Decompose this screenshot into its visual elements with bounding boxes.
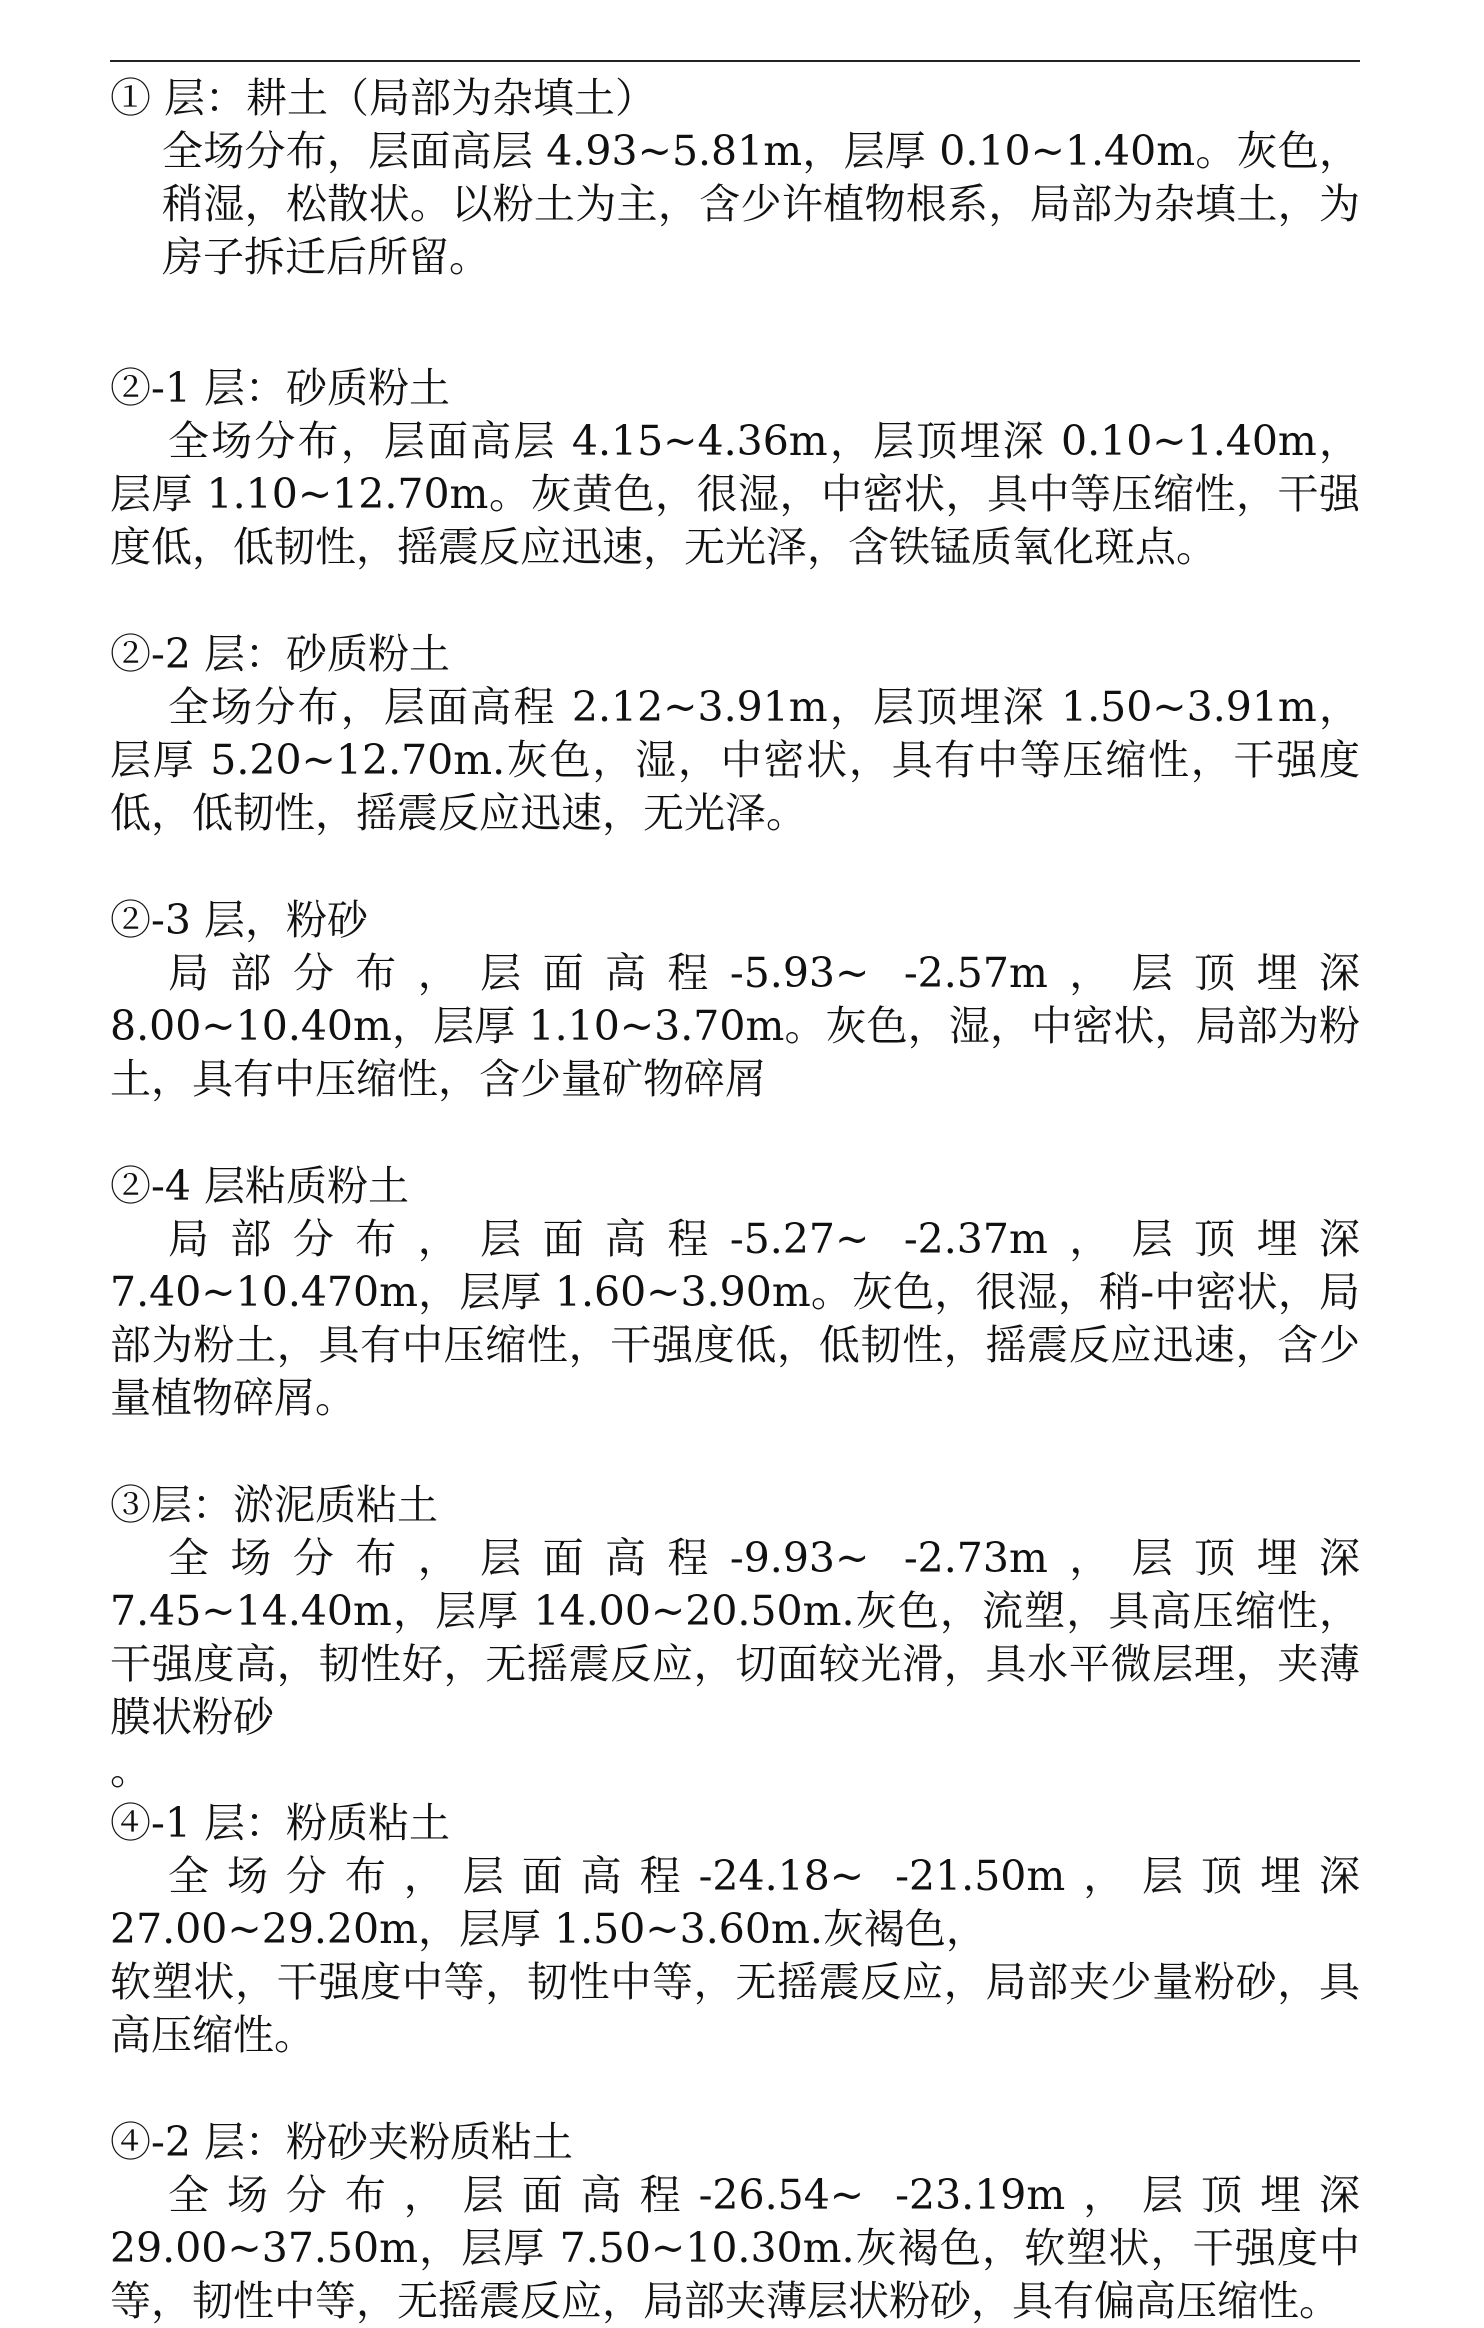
layer-title: ②-4 层粘质粉土 xyxy=(110,1162,409,1210)
layer-title: ① 层：耕土（局部为杂填土） xyxy=(110,74,657,122)
layer-2-1 xyxy=(110,362,1360,574)
layer-description: 全场分布，层面高程-24.18~ -21.50m，层顶埋深 27.00~29.20m，层厚 1.50~3.60m.灰褐色， xyxy=(110,1852,1360,1953)
layer-4-2 xyxy=(110,2116,1360,2328)
layer-title: ④-1 层：粉质粘土 xyxy=(110,1799,450,1847)
layer-title: ②-3 层，粉砂 xyxy=(110,896,368,944)
layer-description-continued: 软塑状，干强度中等，韧性中等，无摇震反应，局部夹少量粉砂，具高压缩性。 xyxy=(110,1958,1360,2059)
layer-description: 局部分布，层面高程-5.93~ -2.57m，层顶埋深 8.00~10.40m，层厚 1.10~3.70m。灰色，湿，中密状，局部为粉土，具有中压缩性，含少量矿物碎屑 xyxy=(110,949,1360,1103)
layer-2-4 xyxy=(110,1160,1360,1425)
layer-description: 全场分布，层面高层 4.15~4.36m，层顶埋深 0.10~1.40m，层厚 1.10~12.70m。灰黄色，很湿，中密状，具中等压缩性，干强度低，低韧性，摇震反应迅速，无光泽，含铁锰质氧化斑点。 xyxy=(110,417,1360,571)
layer-2-3 xyxy=(110,894,1360,1106)
layer-2-2 xyxy=(110,628,1360,840)
layer-1 xyxy=(110,72,1360,284)
header-rule xyxy=(110,60,1360,62)
layer-description: 局部分布，层面高程-5.27~ -2.37m，层顶埋深 7.40~10.470m，层厚 1.60~3.90m。灰色，很湿，稍-中密状，局部为粉土，具有中压缩性，干强度低，低韧性，摇震反应迅速，含少量植物碎屑。 xyxy=(110,1215,1360,1422)
layer-4-1 xyxy=(110,1797,1360,2062)
layer-description-list xyxy=(110,72,1360,2328)
stray-punctuation: 。 xyxy=(110,1746,151,1794)
layer-description: 全场分布，层面高程 2.12~3.91m，层顶埋深 1.50~3.91m，层厚 5.20~12.70m.灰色，湿，中密状，具有中等压缩性，干强度低，低韧性，摇震反应迅速，无光泽。 xyxy=(110,683,1360,837)
layer-title: ③层：淤泥质粘土 xyxy=(110,1481,438,1529)
layer-description: 全场分布，层面高程-9.93~ -2.73m，层顶埋深 7.45~14.40m，层厚 14.00~20.50m.灰色，流塑，具高压缩性，干强度高，韧性好，无摇震反应，切面较光滑，具水平微层理，夹薄膜状粉砂 xyxy=(110,1534,1360,1741)
layer-description: 全场分布，层面高程-26.54~ -23.19m，层顶埋深 29.00~37.50m，层厚 7.50~10.30m.灰褐色，软塑状，干强度中等，韧性中等，无摇震反应，局部夹薄层状粉砂，具有偏高压缩性。 xyxy=(110,2171,1360,2325)
layer-title: ②-2 层：砂质粉土 xyxy=(110,630,450,678)
layer-title: ④-2 层：粉砂夹粉质粘土 xyxy=(110,2118,573,2166)
layer-3 xyxy=(110,1479,1360,1797)
layer-description: 全场分布，层面高层 4.93~5.81m，层厚 0.10~1.40m。灰色，稍湿，松散状。以粉土为主，含少许植物根系，局部为杂填土，为房子拆迁后所留。 xyxy=(162,127,1360,281)
layer-title: ②-1 层：砂质粉土 xyxy=(110,364,450,412)
